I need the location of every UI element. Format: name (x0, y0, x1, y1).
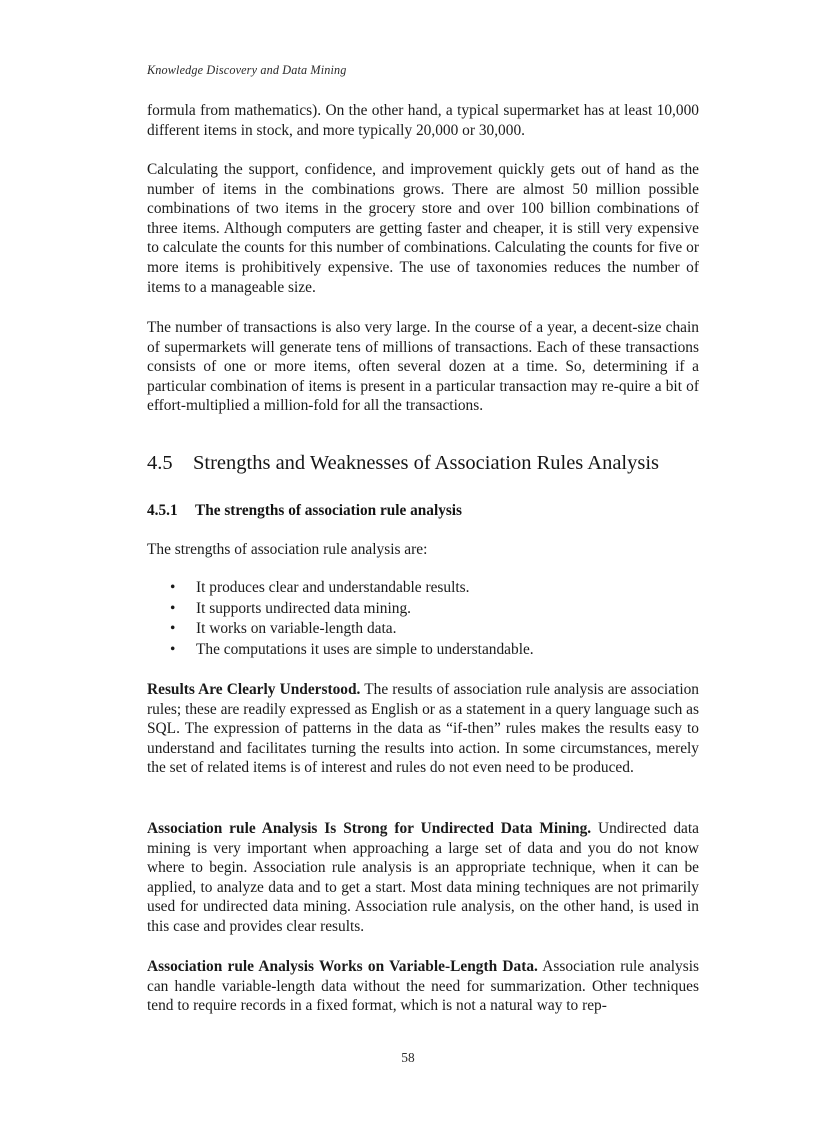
subsection-number: 4.5.1 (147, 502, 178, 519)
list-item-label: It produces clear and understandable results. (196, 579, 470, 596)
strength-lead: Results Are Clearly Understood. (147, 681, 361, 698)
bullet-icon: • (170, 620, 176, 638)
strength-paragraph (147, 957, 699, 1016)
bullet-icon: • (170, 579, 176, 596)
list-item-label: It works on variable-length data. (196, 620, 397, 638)
strength-text: Association rule analysis can handle variable-length data without the need for summarization. Other techniques tend to require records in a fixed format, which is not a natural way to rep- (147, 958, 700, 1015)
strength-text: Undirected data mining is very important when approaching a large set of data and you do not know where to begin. Association rule analysis is an appropriate technique, when it can be applied, to analyze data and to get a start. Most data mining techniques are not primarily used for undirected data mining. Association rule analysis, on the other hand, is used in this case and provides clear results. (147, 820, 699, 935)
list-item (147, 578, 699, 599)
strengths-list (147, 578, 699, 660)
section-heading (147, 450, 699, 476)
body-paragraph: Calculating the support, confidence, and improvement quickly gets out of hand as the number of items in the combinations grows. There are almost 50 million possible combinations of two items in the grocery store and over 100 billion combinations of three items. Although computers are getting faster and cheaper, it is still very expensive to calculate the counts for this number of combinations. Calculating the counts for five or more items is prohibitively expensive. The use of taxonomies reduces the number of items to a manageable size. (147, 161, 699, 296)
list-item-label: The computations it uses are simple to understandable. (196, 640, 534, 658)
paragraph-block-1 (147, 101, 699, 158)
strength-block-1 (147, 680, 699, 796)
bullet-list (147, 578, 699, 660)
strength-paragraph (147, 680, 699, 778)
list-item (147, 599, 699, 620)
body-paragraph: The number of transactions is also very large. In the course of a year, a decent-size chain of supermarkets will generate tens of millions of transactions. Each of these transactions consists of one or more items, often several dozen at a time. So, determining if a particular combination of items is present in a particular transaction may re-quire a bit of effort-multiplied a million-fold for all the transactions. (147, 319, 699, 415)
page-number: 58 (401, 1050, 415, 1065)
strength-paragraph (147, 819, 699, 937)
strength-block-2 (147, 819, 699, 955)
bullet-icon: • (170, 599, 176, 617)
strength-text: The results of association rule analysis are association rules; these are readily expressed as English or as a statement in a query language such as SQL. The expression of patterns in the data as “if-then” rules makes the results easy to understand and facilitates turning the results into action. In some circumstances, merely the set of related items is of interest and rules do not even need to be produced. (147, 681, 699, 777)
paragraph-block-2 (147, 160, 699, 315)
list-intro: The strengths of association rule analysis are: (147, 541, 428, 558)
subsection-heading (147, 501, 699, 521)
strength-lead: Association rule Analysis Works on Variable-Length Data. (147, 958, 538, 975)
paragraph-block-3 (147, 318, 699, 434)
section-title: Strengths and Weaknesses of Association Rules Analysis (193, 452, 660, 474)
section-number: 4.5 (147, 452, 173, 474)
list-item-label: It supports undirected data mining. (196, 599, 411, 617)
strength-block-3 (147, 957, 699, 1034)
bullet-icon: • (170, 640, 176, 658)
running-head: Knowledge Discovery and Data Mining (147, 63, 347, 77)
strength-lead: Association rule Analysis Is Strong for Undirected Data Mining. (147, 820, 592, 837)
list-item (147, 640, 699, 661)
subsection-title: The strengths of association rule analysis (195, 502, 463, 519)
list-item (147, 619, 699, 640)
body-paragraph: formula from mathematics). On the other hand, a typical supermarket has at least 10,000 different items in stock, and more typically 20,000 or 30,000. (147, 102, 699, 139)
section-heading-line (147, 450, 699, 476)
subsection-heading-line (147, 501, 699, 521)
list-intro-block (147, 540, 699, 560)
